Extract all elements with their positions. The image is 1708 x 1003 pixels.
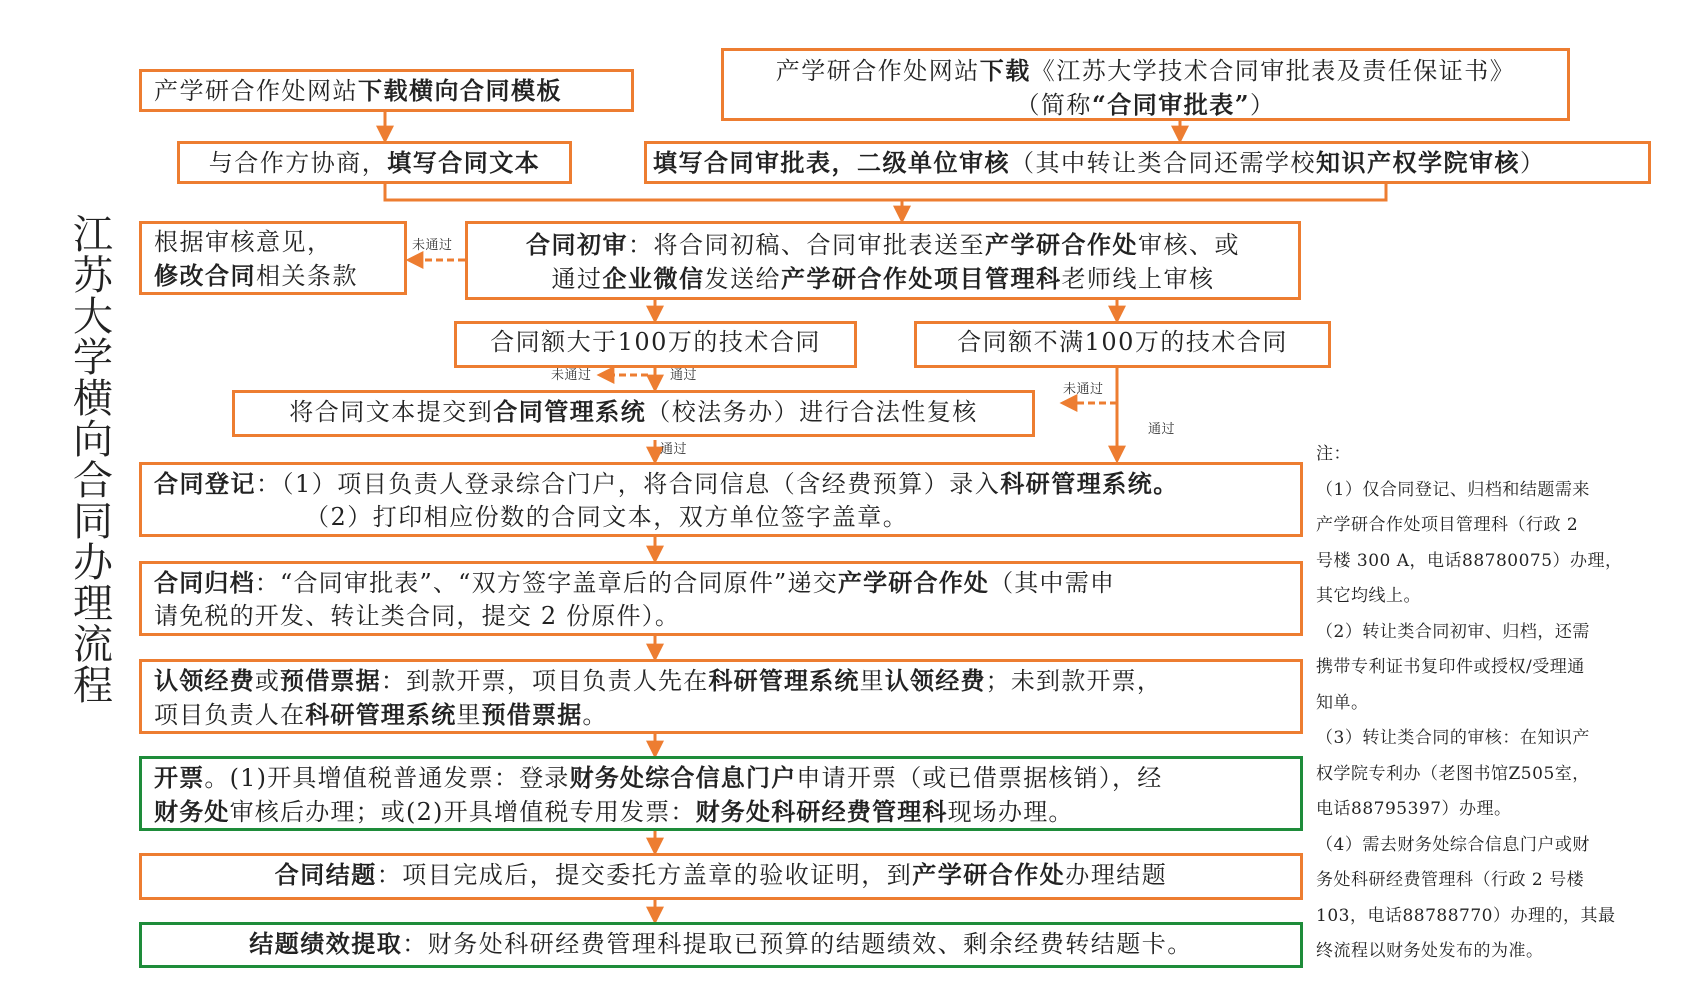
box-initial-review: 合同初审：将合同初稿、合同审批表送至产学研合作处审核、或 通过企业微信发送给产学研合作处项目管理科老师线上审核 xyxy=(465,221,1301,300)
box-under-1m: 合同额不满100万的技术合同 xyxy=(914,321,1331,368)
box-invoice: 开票。(1)开具增值税普通发票：登录财务处综合信息门户申请开票（或已借票据核销），经 财务处审核后办理；或(2)开具增值税专用发票：财务处科研经费管理科现场办理。 xyxy=(139,756,1303,831)
box-archive: 合同归档：“合同审批表”、“双方签字盖章后的合同原件”递交产学研合作处（其中需申 请免税的开发、转让类合同，提交 2 份原件）。 xyxy=(139,561,1303,636)
merge-line xyxy=(385,183,1386,200)
box-conclusion: 合同结题：项目完成后，提交委托方盖章的验收证明，到产学研合作处办理结题 xyxy=(139,853,1303,900)
label-passed: 通过 xyxy=(660,442,688,457)
note-line: 产学研合作处项目管理科（行政 2 xyxy=(1316,515,1579,535)
note-line: 号楼 300 A，电话88780075）办理， xyxy=(1316,550,1623,571)
note-line: 携带专利证书复印件或授权/受理通 xyxy=(1316,657,1585,677)
label-passed: 通过 xyxy=(670,368,698,383)
box-claim-funds: 认领经费或预借票据：到款开票，项目负责人先在科研管理系统里认领经费；未到款开票， 项目负责人在科研管理系统里预借票据。 xyxy=(139,659,1303,734)
box-register: 合同登记：（1）项目负责人登录综合门户，将合同信息（含经费预算）录入科研管理系统。 （2）打印相应份数的合同文本，双方单位签字盖章。 xyxy=(139,462,1303,537)
notes-panel xyxy=(1316,437,1651,970)
title-char: 程 xyxy=(73,663,113,709)
label-not-passed: 未通过 xyxy=(551,368,592,383)
note-line: （2）转让类合同初审、归档，还需 xyxy=(1316,621,1590,642)
box-over-1m: 合同额大于100万的技术合同 xyxy=(454,321,857,368)
box-download-template: 产学研合作处网站下载横向合同模板 xyxy=(139,69,634,112)
label-not-passed: 未通过 xyxy=(1063,382,1104,397)
note-line: 电话88795397）办理。 xyxy=(1316,799,1512,819)
title-char: 理 xyxy=(73,581,113,627)
note-line: 终流程以财务处发布的为准。 xyxy=(1316,941,1544,961)
box-performance-extraction: 结题绩效提取：财务处科研经费管理科提取已预算的结题绩效、剩余经费转结题卡。 xyxy=(139,922,1303,968)
title-char: 学 xyxy=(73,335,113,381)
title-char: 同 xyxy=(73,499,113,545)
box-revise-contract: 根据审核意见， 修改合同相关条款 xyxy=(139,221,407,295)
note-line: 103，电话88788770）办理的，其最 xyxy=(1316,905,1616,926)
title-char: 合 xyxy=(73,458,113,504)
box-negotiate: 与合作方协商，填写合同文本 xyxy=(177,141,572,184)
note-line: （1）仅合同登记、归档和结题需来 xyxy=(1316,479,1590,500)
title-char: 办 xyxy=(73,540,113,586)
note-line: 务处科研经费管理科（行政 2 号楼 xyxy=(1316,870,1585,890)
box-download-approval-form: 产学研合作处网站下载《江苏大学技术合同审批表及责任保证书》 （简称“合同审批表”） xyxy=(721,48,1570,121)
label-not-passed: 未通过 xyxy=(412,238,453,253)
title-char: 向 xyxy=(73,417,113,463)
note-line: 其它均线上。 xyxy=(1316,586,1421,606)
note-line: （3）转让类合同的审核：在知识产 xyxy=(1316,728,1590,748)
label-passed: 通过 xyxy=(1148,422,1176,437)
title-char: 流 xyxy=(73,622,113,668)
note-line: 知单。 xyxy=(1316,692,1369,713)
title-char: 苏 xyxy=(73,253,113,299)
box-legal-review: 将合同文本提交到合同管理系统（校法务办）进行合法性复核 xyxy=(232,390,1035,437)
note-line: 注： xyxy=(1316,444,1351,464)
note-line: 权学院专利办（老图书馆Z505室， xyxy=(1316,763,1590,784)
note-line: （4）需去财务处综合信息门户或财 xyxy=(1316,834,1590,855)
box-fill-approval-form: 填写合同审批表，二级单位审核（其中转让类合同还需学校知识产权学院审核） xyxy=(644,141,1651,184)
title-char: 大 xyxy=(73,294,113,340)
title-char: 横 xyxy=(73,376,113,422)
title-char: 江 xyxy=(73,212,113,258)
